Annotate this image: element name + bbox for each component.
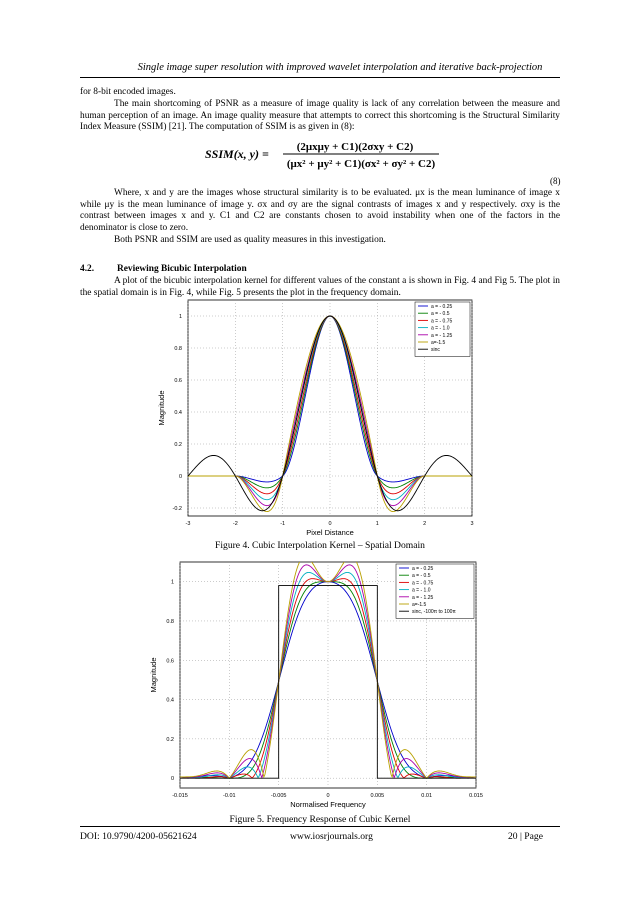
legend-label: a = - 0.25 bbox=[412, 566, 434, 572]
figure-4-caption: Figure 4. Cubic Interpolation Kernel – Spatial Domain bbox=[215, 540, 425, 551]
figure-4-chart bbox=[150, 298, 490, 538]
footer-doi: DOI: 10.9790/4200-05621624 bbox=[80, 831, 197, 842]
paragraph-4: A plot of the bicubic interpolation kernel for different values of the constant a is shown in Fig. 4 and Fig 5. The plot in the spatial domain is in Fig. 4, while Fig. 5 presents the plot in the frequency domain. bbox=[80, 276, 560, 298]
equation-lhs: SSIM(x, y) = bbox=[205, 147, 269, 161]
legend-label: a = - 1.0 bbox=[431, 325, 450, 332]
ssim-equation bbox=[205, 138, 445, 175]
legend-label: a = - 1.0 bbox=[412, 587, 431, 594]
header-rule bbox=[80, 77, 560, 78]
footer-website: www.iosrjournals.org bbox=[290, 831, 373, 842]
running-header: Single image super resolution with improved wavelet interpolation and iterative back-projection bbox=[137, 62, 543, 73]
paragraph-2: Where, x and y are the images whose structural similarity is to be evaluated. μx is the mean luminance of image x while μy is the mean luminance of image y. σx and σy are the signal contrasts of images x and y respectively. σxy is the contrast between images x and y. C1 and C2 are constants chosen to avoid instability when one of the factors in the denominator is close to zero. bbox=[80, 188, 560, 233]
x-axis-label: Normalised Frequency bbox=[290, 800, 366, 809]
x-tick-label: -0.005 bbox=[270, 793, 287, 799]
y-tick-label: 0.6 bbox=[166, 658, 174, 665]
paragraph-0: for 8-bit encoded images. bbox=[80, 87, 176, 97]
y-tick-label: 0.6 bbox=[174, 378, 182, 384]
y-tick-label: -0.2 bbox=[172, 506, 182, 512]
equation-number: (8) bbox=[550, 176, 561, 186]
y-tick-label: 0.2 bbox=[166, 736, 174, 743]
section-number: 4.2. bbox=[80, 264, 95, 274]
x-tick-label: -1 bbox=[280, 521, 286, 527]
y-tick-label: 0.4 bbox=[174, 410, 182, 416]
x-tick-label: -3 bbox=[185, 521, 191, 527]
x-tick-label: 0.01 bbox=[421, 793, 433, 799]
legend-label: a=-1.5 bbox=[412, 602, 427, 608]
x-tick-label: 2 bbox=[423, 521, 427, 527]
y-tick-label: 0.2 bbox=[174, 442, 182, 448]
y-tick-label: 0.8 bbox=[166, 618, 174, 625]
section-title: Reviewing Bicubic Interpolation bbox=[117, 264, 247, 274]
x-tick-label: 1 bbox=[375, 521, 379, 527]
legend-label: a = - 1.25 bbox=[412, 594, 434, 601]
legend-label: a=-1.5 bbox=[431, 340, 446, 346]
figure-5-chart bbox=[140, 560, 495, 814]
legend-label: a = - 0.5 bbox=[412, 573, 431, 580]
x-tick-label: -0.01 bbox=[223, 793, 236, 799]
footer-page: 20 | Page bbox=[508, 831, 543, 842]
footer-rule bbox=[80, 826, 560, 827]
legend-label: a = - 0.25 bbox=[431, 304, 453, 310]
y-axis-label: Magnitude bbox=[157, 390, 166, 426]
paragraph-1: The main shortcoming of PSNR as a measure of image quality is lack of any correlation between the measure and human perception of an image. An image quality measure that attempts to correct this shortcoming is the Structural Similarity Index Measure (SSIM) [21]. The computation of SSIM is as given in (8): bbox=[80, 99, 560, 132]
legend-label: a = - 0.75 bbox=[412, 580, 434, 587]
equation-numerator: (2μxμy + C1)(2σxy + C2) bbox=[296, 141, 414, 153]
y-tick-label: 1 bbox=[178, 314, 182, 320]
x-tick-label: -2 bbox=[232, 521, 238, 527]
figure-5-caption: Figure 5. Frequency Response of Cubic Kernel bbox=[229, 814, 411, 825]
x-tick-label: 3 bbox=[470, 521, 474, 527]
y-tick-label: 1 bbox=[170, 579, 174, 586]
x-tick-label: 0 bbox=[326, 793, 330, 799]
y-tick-label: 0.8 bbox=[174, 346, 182, 352]
y-tick-label: 0 bbox=[170, 776, 174, 783]
legend-label: a = - 0.75 bbox=[431, 318, 453, 325]
x-tick-label: 0 bbox=[328, 521, 332, 527]
x-tick-label: 0.005 bbox=[370, 793, 385, 799]
paragraph-3: Both PSNR and SSIM are used as quality measures in this investigation. bbox=[114, 235, 386, 245]
legend-label: sinc bbox=[431, 347, 440, 354]
y-tick-label: 0 bbox=[178, 474, 182, 480]
x-tick-label: 0.015 bbox=[469, 793, 483, 799]
y-tick-label: 0.4 bbox=[166, 697, 174, 704]
legend-label: a = - 0.5 bbox=[431, 311, 450, 318]
equation-denominator: (μx² + μy² + C1)(σx² + σy² + C2) bbox=[286, 158, 436, 170]
y-axis-label: Magnitude bbox=[149, 657, 158, 693]
legend-label: a = - 1.25 bbox=[431, 332, 453, 339]
x-axis-label: Pixel Distance bbox=[306, 528, 354, 537]
equation-svg bbox=[205, 138, 445, 170]
legend-label: sinc, -100π to 100π bbox=[412, 609, 456, 616]
x-tick-label: -0.015 bbox=[172, 793, 188, 799]
